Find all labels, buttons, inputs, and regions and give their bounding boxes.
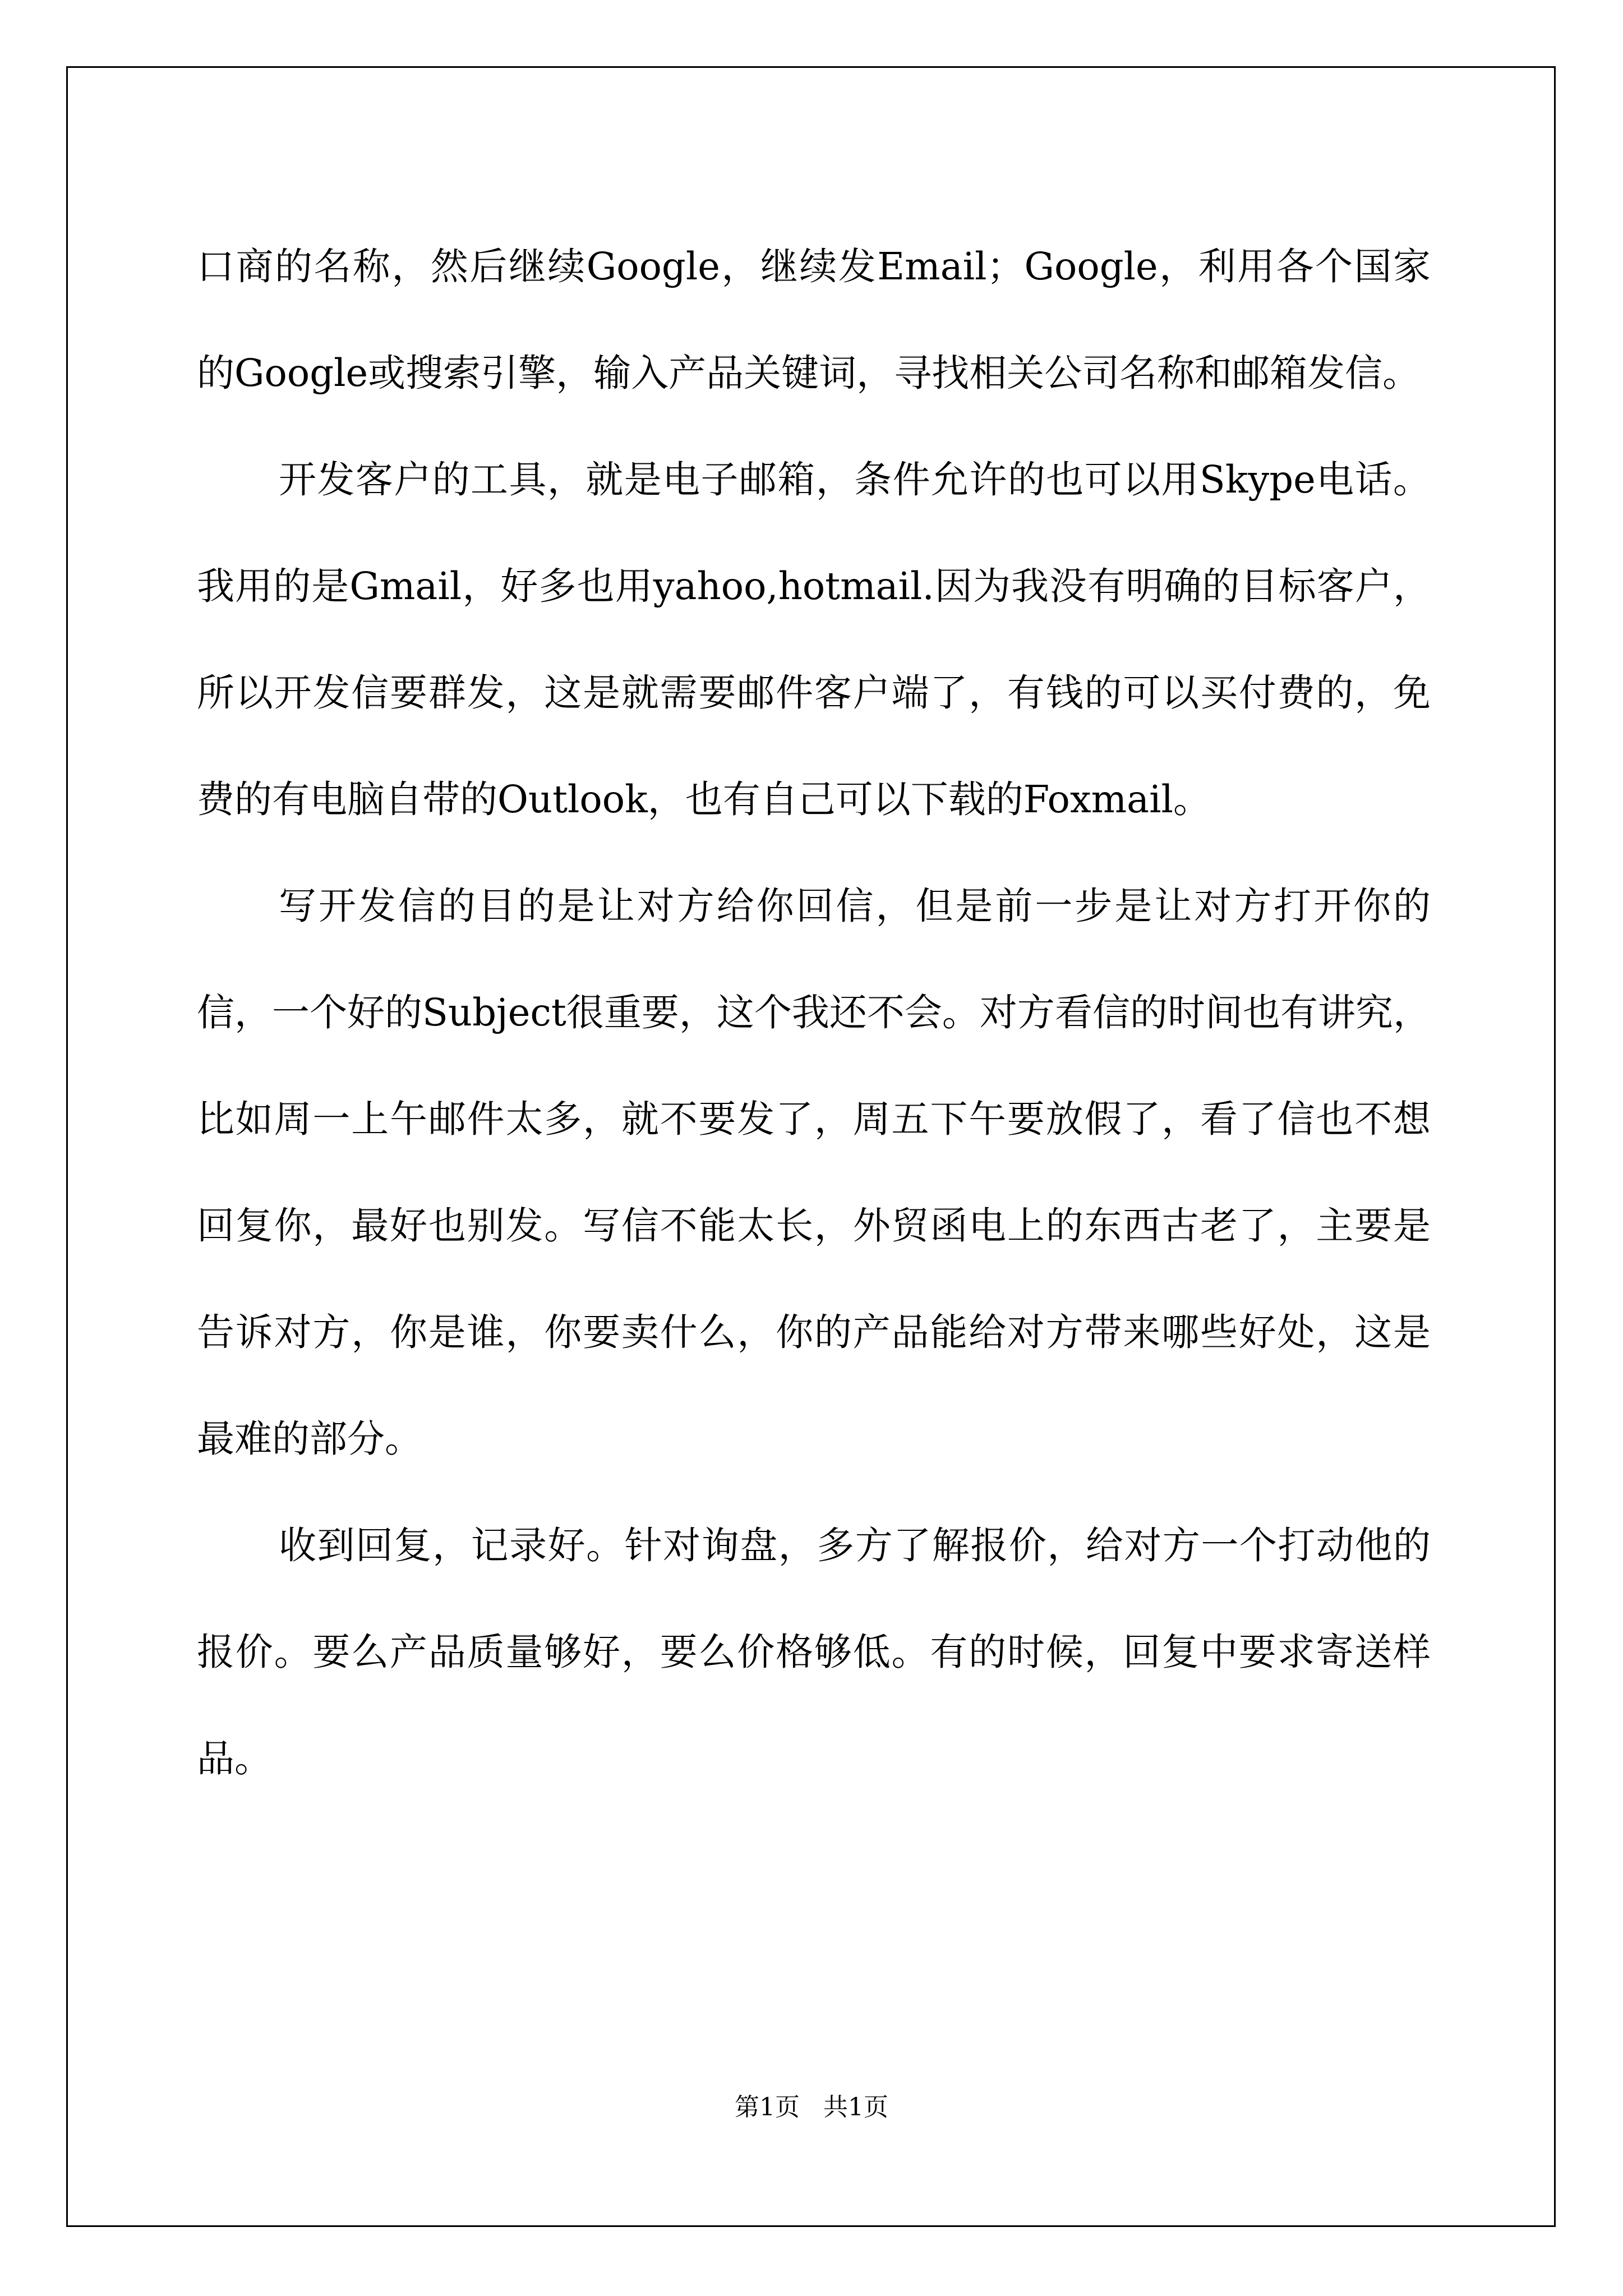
paragraph-1: 口商的名称，然后继续Google，继续发Email；Google，利用各个国家的Google或搜索引擎，输入产品关键词，寻找相关公司名称和邮箱发信。 [197, 245, 1431, 395]
paragraph-3: 写开发信的目的是让对方给你回信，但是前一步是让对方打开你的信，一个好的Subject很重要，这个我还不会。对方看信的时间也有讲究，比如周一上午邮件太多，就不要发了，周五下午要放假了，看了信也不想回复你，最好也别发。写信不能太长，外贸函电上的东西古老了，主要是告诉对方，你是谁，你要卖什么，你的产品能给对方带来哪些好处，这是最难的部分。 [197, 884, 1431, 1461]
page-footer: 第1页 共1页 [735, 2093, 888, 2122]
paragraph-4: 收到回复，记录好。针对询盘，多方了解报价，给对方一个打动他的报价。要么产品质量够好，要么价格够低。有的时候，回复中要求寄送样品。 [197, 1524, 1431, 1780]
paragraph-2: 开发客户的工具，就是电子邮箱，条件允许的也可以用Skype电话。我用的是Gmail，好多也用yahoo,hotmail.因为我没有明确的目标客户，所以开发信要群发，这是就需要邮件客户端了，有钱的可以买付费的，免费的有电脑自带的Outlook，也有自己可以下载的Foxmail。 [197, 458, 1431, 821]
document-body [197, 213, 1431, 1812]
